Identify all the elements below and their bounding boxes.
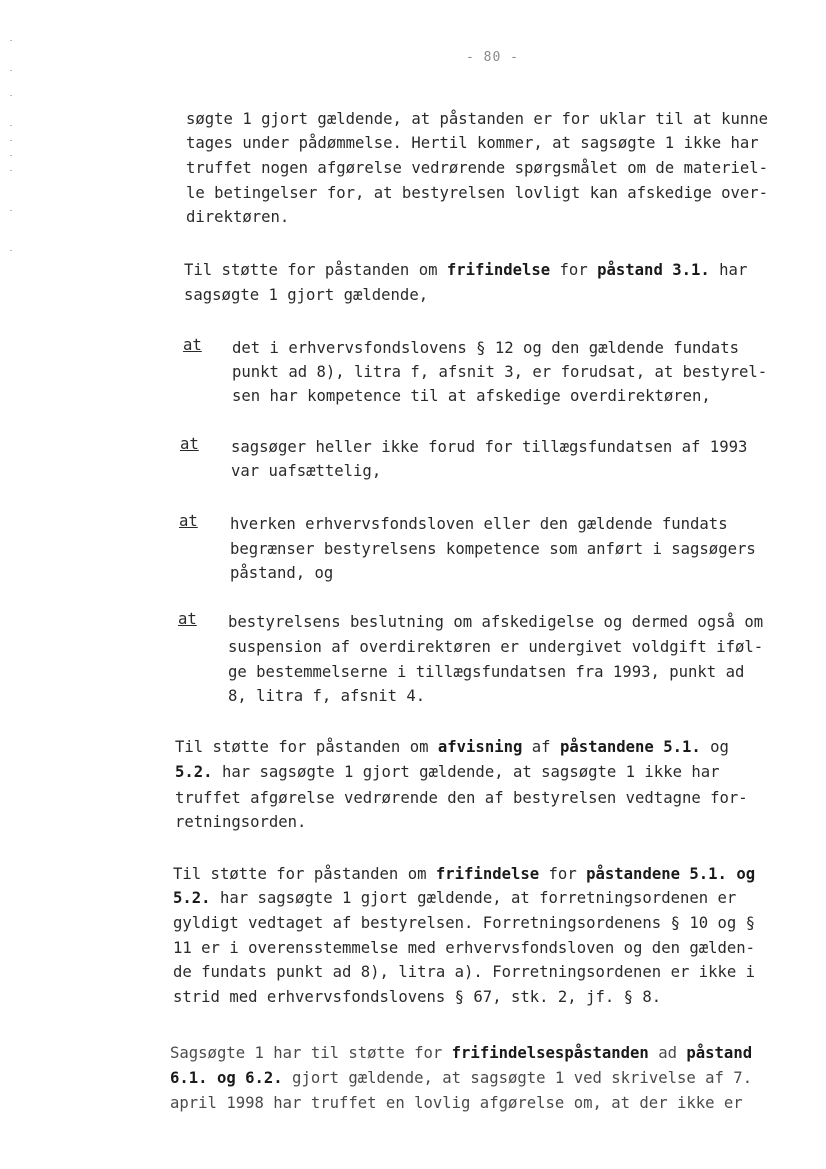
at-item-3-line-1: hverken erhvervsfondsloven eller den gældende fundats — [230, 515, 728, 533]
paragraph-1-line-1: søgte 1 gjort gældende, at påstanden er for uklar til at kunne — [186, 110, 769, 128]
at-item-4-line-1: bestyrelsens beslutning om afskedigelse og dermed også om — [228, 613, 764, 631]
paragraph-4-line-4: 11 er i overensstemmelse med erhvervsfondsloven og den gælden- — [173, 939, 756, 957]
at-item-4-line-2: suspension af overdirektøren er undergivet voldgift iføl- — [228, 638, 764, 656]
paragraph-5-line-2: 6.1. og 6.2. gjort gældende, at sagsøgte 1 ved skrivelse af 7. — [170, 1069, 753, 1087]
at-item-2-line-2: var uafsættelig, — [231, 462, 382, 480]
at-item-4-line-3: ge bestemmelserne i tillægsfundatsen fra 1993, punkt ad — [228, 663, 745, 681]
paragraph-3-line-2: 5.2. har sagsøgte 1 gjort gældende, at sagsøgte 1 ikke har — [175, 763, 720, 781]
at-item-1-line-1: det i erhvervsfondslovens § 12 og den gældende fundats — [232, 339, 739, 357]
at-item-3-line-3: påstand, og — [230, 564, 334, 582]
paragraph-4-line-5: de fundats punkt ad 8), litra a). Forretningsordenen er ikke i — [173, 963, 756, 981]
page-number: - 80 - — [466, 50, 519, 65]
at-item-4-line-4: 8, litra f, afsnit 4. — [228, 687, 426, 705]
at-label-4: at — [178, 610, 197, 628]
margin-marks — [10, 30, 14, 280]
paragraph-2-line-1: Til støtte for påstanden om frifindelse for påstand 3.1. har — [184, 261, 748, 279]
paragraph-1-line-4: le betingelser for, at bestyrelsen lovligt kan afskedige over- — [186, 184, 769, 202]
paragraph-1-line-2: tages under pådømmelse. Hertil kommer, at sagsøgte 1 ikke har — [186, 134, 759, 152]
paragraph-5-line-1: Sagsøgte 1 har til støtte for frifindelsespåstanden ad påstand — [170, 1044, 753, 1062]
at-item-2-line-1: sagsøger heller ikke forud for tillægsfundatsen af 1993 — [231, 438, 748, 456]
paragraph-3-line-1: Til støtte for påstanden om afvisning af påstandene 5.1. og — [175, 738, 729, 756]
at-label-3: at — [179, 512, 198, 530]
at-label-1: at — [183, 336, 202, 354]
paragraph-4-line-1: Til støtte for påstanden om frifindelse for påstandene 5.1. og — [173, 865, 756, 883]
paragraph-4-line-2: 5.2. har sagsøgte 1 gjort gældende, at forretningsordenen er — [173, 889, 737, 907]
paragraph-5-line-3: april 1998 har truffet en lovlig afgørelse om, at der ikke er — [170, 1094, 743, 1112]
at-item-1-line-2: punkt ad 8), litra f, afsnit 3, er forudsat, at bestyrel- — [232, 363, 768, 381]
paragraph-1-line-5: direktøren. — [186, 208, 290, 226]
at-item-3-line-2: begrænser bestyrelsens kompetence som anført i sagsøgers — [230, 540, 756, 558]
paragraph-3-line-3: truffet afgørelse vedrørende den af bestyrelsen vedtagne for- — [175, 789, 748, 807]
at-item-1-line-3: sen har kompetence til at afskedige overdirektøren, — [232, 387, 711, 405]
at-label-2: at — [180, 435, 199, 453]
paragraph-2-line-2: sagsøgte 1 gjort gældende, — [184, 286, 429, 304]
paragraph-3-line-4: retningsorden. — [175, 813, 307, 831]
paragraph-4-line-6: strid med erhvervsfondslovens § 67, stk. 2, jf. § 8. — [173, 988, 662, 1006]
paragraph-4-line-3: gyldigt vedtaget af bestyrelsen. Forretningsordenens § 10 og § — [173, 914, 756, 932]
paragraph-1-line-3: truffet nogen afgørelse vedrørende spørgsmålet om de materiel- — [186, 159, 769, 177]
